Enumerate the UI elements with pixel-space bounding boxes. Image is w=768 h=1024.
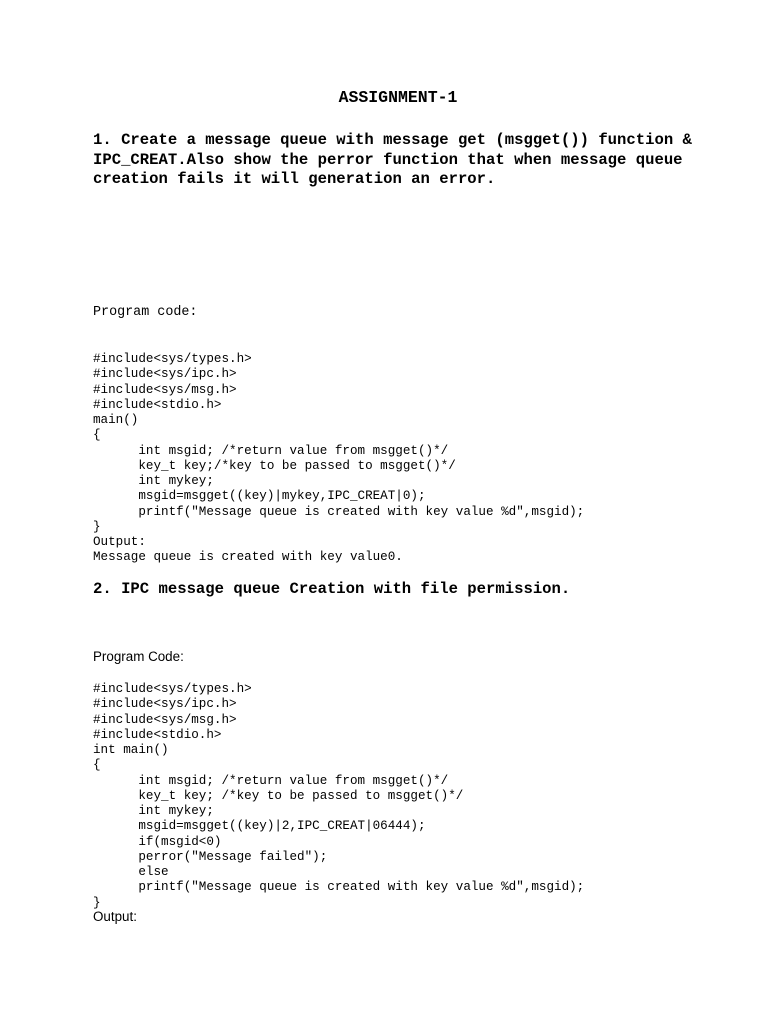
code-line: Message queue is created with key value0.	[93, 550, 403, 565]
code-line: int mykey;	[93, 474, 214, 488]
program-code-label-2: Program Code:	[93, 649, 184, 664]
code-line: #include<sys/msg.h>	[93, 382, 237, 397]
code-line: #include<sys/types.h>	[93, 352, 252, 366]
code-line: key_t key;/*key to be passed to msgget()*/	[93, 458, 456, 473]
code-line: else	[93, 865, 169, 879]
code-line: Output:	[93, 535, 146, 549]
code-line: #include<sys/ipc.h>	[93, 697, 237, 712]
code-line: #include<sys/msg.h>	[93, 712, 237, 727]
code-block-1	[93, 352, 584, 566]
program-code-label-1: Program code:	[93, 305, 198, 320]
code-line: #include<stdio.h>	[93, 727, 222, 742]
code-line: }	[93, 895, 101, 910]
code-line: printf("Message queue is created with key value %d",msgid);	[93, 880, 585, 895]
page-title: ASSIGNMENT-1	[338, 88, 458, 107]
code-line: int msgid; /*return value from msgget()*/	[93, 773, 449, 788]
question-1: 1. Create a message queue with message get (msgget()) function & IPC_CREAT.Also show the perror function that when message queue creation fails it will generation an error.	[93, 131, 702, 188]
code-line: }	[93, 519, 101, 534]
code-line: int mykey;	[93, 804, 214, 818]
code-line: msgid=msgget((key)|2,IPC_CREAT|06444);	[93, 819, 426, 834]
code-line: {	[93, 428, 101, 443]
code-line: #include<sys/types.h>	[93, 682, 252, 696]
code-line: #include<stdio.h>	[93, 397, 222, 412]
code-line: key_t key; /*key to be passed to msgget()*/	[93, 788, 464, 803]
code-block-2	[93, 682, 584, 911]
code-line: if(msgid<0)	[93, 834, 222, 849]
code-line: int msgid; /*return value from msgget()*/	[93, 443, 449, 458]
output-label-2: Output:	[93, 909, 137, 924]
code-line: msgid=msgget((key)|mykey,IPC_CREAT|0);	[93, 489, 426, 504]
code-line: int main()	[93, 743, 169, 757]
question-2: 2. IPC message queue Creation with file permission.	[93, 580, 571, 598]
code-line: printf("Message queue is created with key value %d",msgid);	[93, 504, 585, 519]
code-line: #include<sys/ipc.h>	[93, 367, 237, 382]
code-line: main()	[93, 413, 139, 427]
code-line: perror("Message failed");	[93, 849, 328, 864]
code-line: {	[93, 758, 101, 773]
